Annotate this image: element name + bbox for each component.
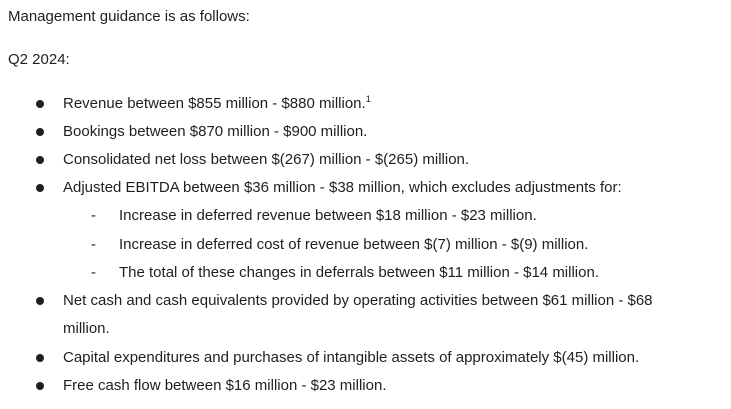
sub-item-total-deferrals: The total of these changes in deferrals between $11 million - $14 million. — [119, 264, 599, 281]
intro-text: Management guidance is as follows: — [8, 8, 250, 25]
sub-item-deferred-cost: Increase in deferred cost of revenue between $(7) million - $(9) million. — [119, 236, 589, 253]
list-item-free-cash-flow: Free cash flow between $16 million - $23 million. — [63, 377, 387, 394]
bullet-icon — [36, 184, 44, 192]
bullet-icon — [36, 382, 44, 390]
list-item-text: Revenue between $855 million - $880 million. — [63, 95, 366, 112]
sub-item-deferred-revenue: Increase in deferred revenue between $18 million - $23 million. — [119, 207, 537, 224]
list-item-revenue — [63, 94, 371, 114]
list-item-bookings: Bookings between $870 million - $900 million. — [63, 123, 368, 140]
period-heading: Q2 2024: — [8, 51, 70, 68]
bullet-icon — [36, 156, 44, 164]
list-item-net-cash: Net cash and cash equivalents provided by operating activities between $61 million - $68 — [63, 292, 653, 309]
bullet-icon — [36, 100, 44, 108]
bullet-icon — [36, 354, 44, 362]
list-item-net-cash-continued: million. — [63, 320, 110, 337]
dash-marker: - — [91, 264, 96, 281]
dash-marker: - — [91, 207, 96, 224]
footnote-marker: 1 — [365, 94, 371, 104]
list-item-capex: Capital expenditures and purchases of intangible assets of approximately $(45) million. — [63, 349, 640, 366]
dash-marker: - — [91, 236, 96, 253]
list-item-adjusted-ebitda: Adjusted EBITDA between $36 million - $38 million, which excludes adjustments for: — [63, 179, 622, 196]
list-item-net-loss: Consolidated net loss between $(267) million - $(265) million. — [63, 151, 470, 168]
bullet-icon — [36, 128, 44, 136]
bullet-icon — [36, 297, 44, 305]
